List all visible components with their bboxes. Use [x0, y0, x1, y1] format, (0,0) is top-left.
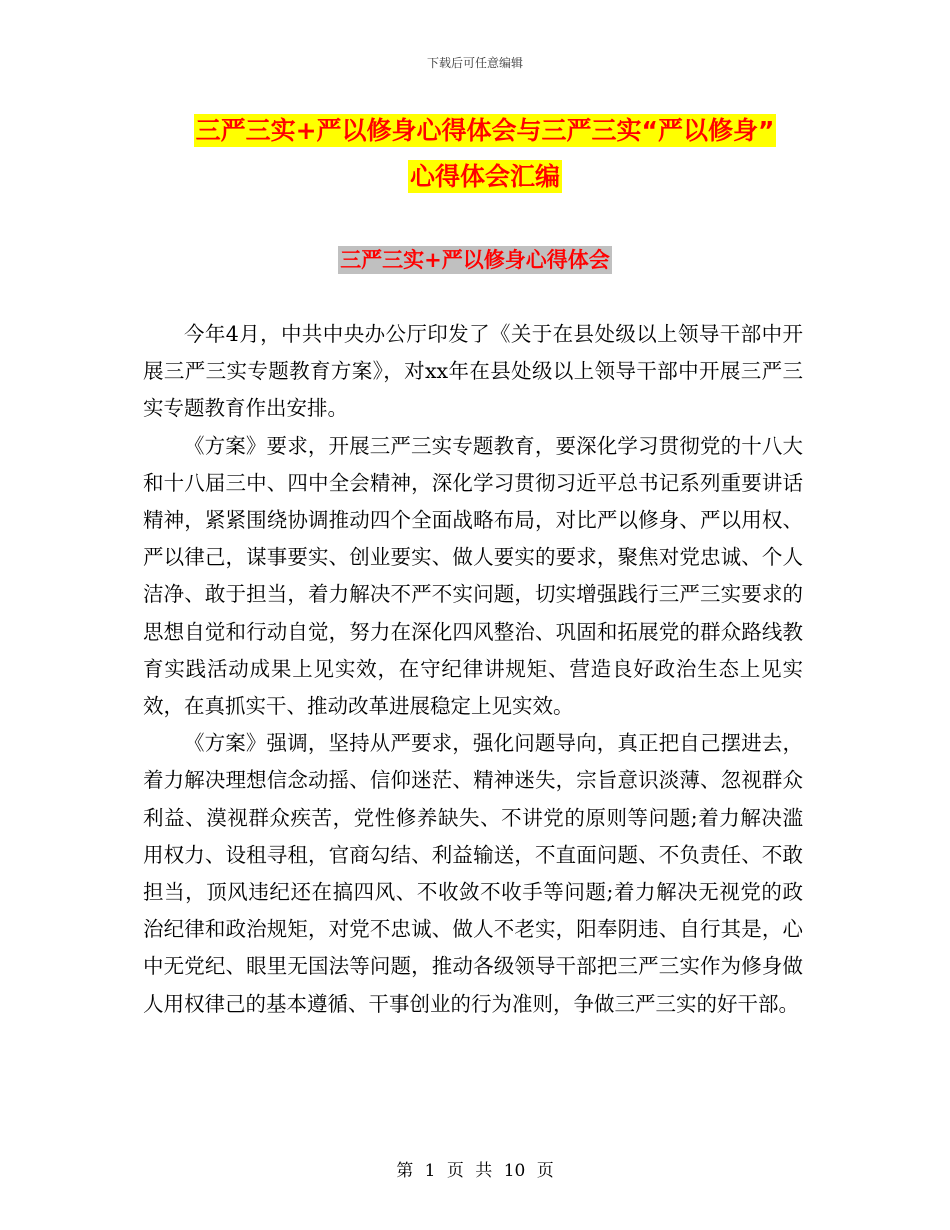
paragraph-3: 《方案》强调，坚持从严要求，强化问题导向，真正把自己摆进去，着力解决理想信念动摇、信仰迷茫、精神迷失，宗旨意识淡薄、忽视群众利益、漠视群众疾苦，党性修养缺失、不讲党的原则等问题;着力解决滥用权力、设租寻租，官商勾结、利益输送，不直面问题、不负责任、不敢担当，顶风违纪还在搞四风、不收敛不收手等问题;着力解决无视党的政治纪律和政治规矩，对党不忠诚、做人不老实，阳奉阴违、自行其是，心中无党纪、眼里无国法等问题，推动各级领导干部把三严三实作为修身做人用权律己的基本遵循、干事创业的行为准则，争做三严三实的好干部。 — [143, 731, 803, 1016]
paragraph-2: 《方案》要求，开展三严三实专题教育，要深化学习贯彻党的十八大和十八届三中、四中全会精神，深化学习贯彻习近平总书记系列重要讲话精神，紧紧围绕协调推动四个全面战略布局，对比严以修身、严以用权、严以律己，谋事要实、创业要实、做人要实的要求，聚焦对党忠诚、个人洁净、敢于担当，着力解决不严不实问题，切实增强践行三严三实要求的思想自觉和行动自觉，努力在深化四风整治、巩固和拓展党的群众路线教育实践活动成果上见实效，在守纪律讲规矩、营造良好政治生态上见实效，在真抓实干、推动改革进展稳定上见实效。 — [143, 433, 803, 719]
section-title-text: 三严三实+严以修身心得体会 — [340, 248, 610, 272]
document-title-line1: 三严三实+严以修身心得体会与三严三实“严以修身” — [195, 116, 775, 145]
body-text — [143, 316, 803, 1023]
header-note: 下载后可任意编辑 — [426, 56, 523, 70]
document-title-line2: 心得体会汇编 — [409, 162, 560, 191]
section-title — [0, 244, 950, 274]
document-title — [140, 108, 830, 200]
page-footer: 第 1 页 共 10 页 — [396, 1161, 554, 1181]
paragraph-1: 今年4月，中共中央办公厅印发了《关于在县处级以上领导干部中开展三严三实专题教育方案》，对xx年在县处级以上领导干部中开展三严三实专题教育作出安排。 — [143, 322, 803, 421]
